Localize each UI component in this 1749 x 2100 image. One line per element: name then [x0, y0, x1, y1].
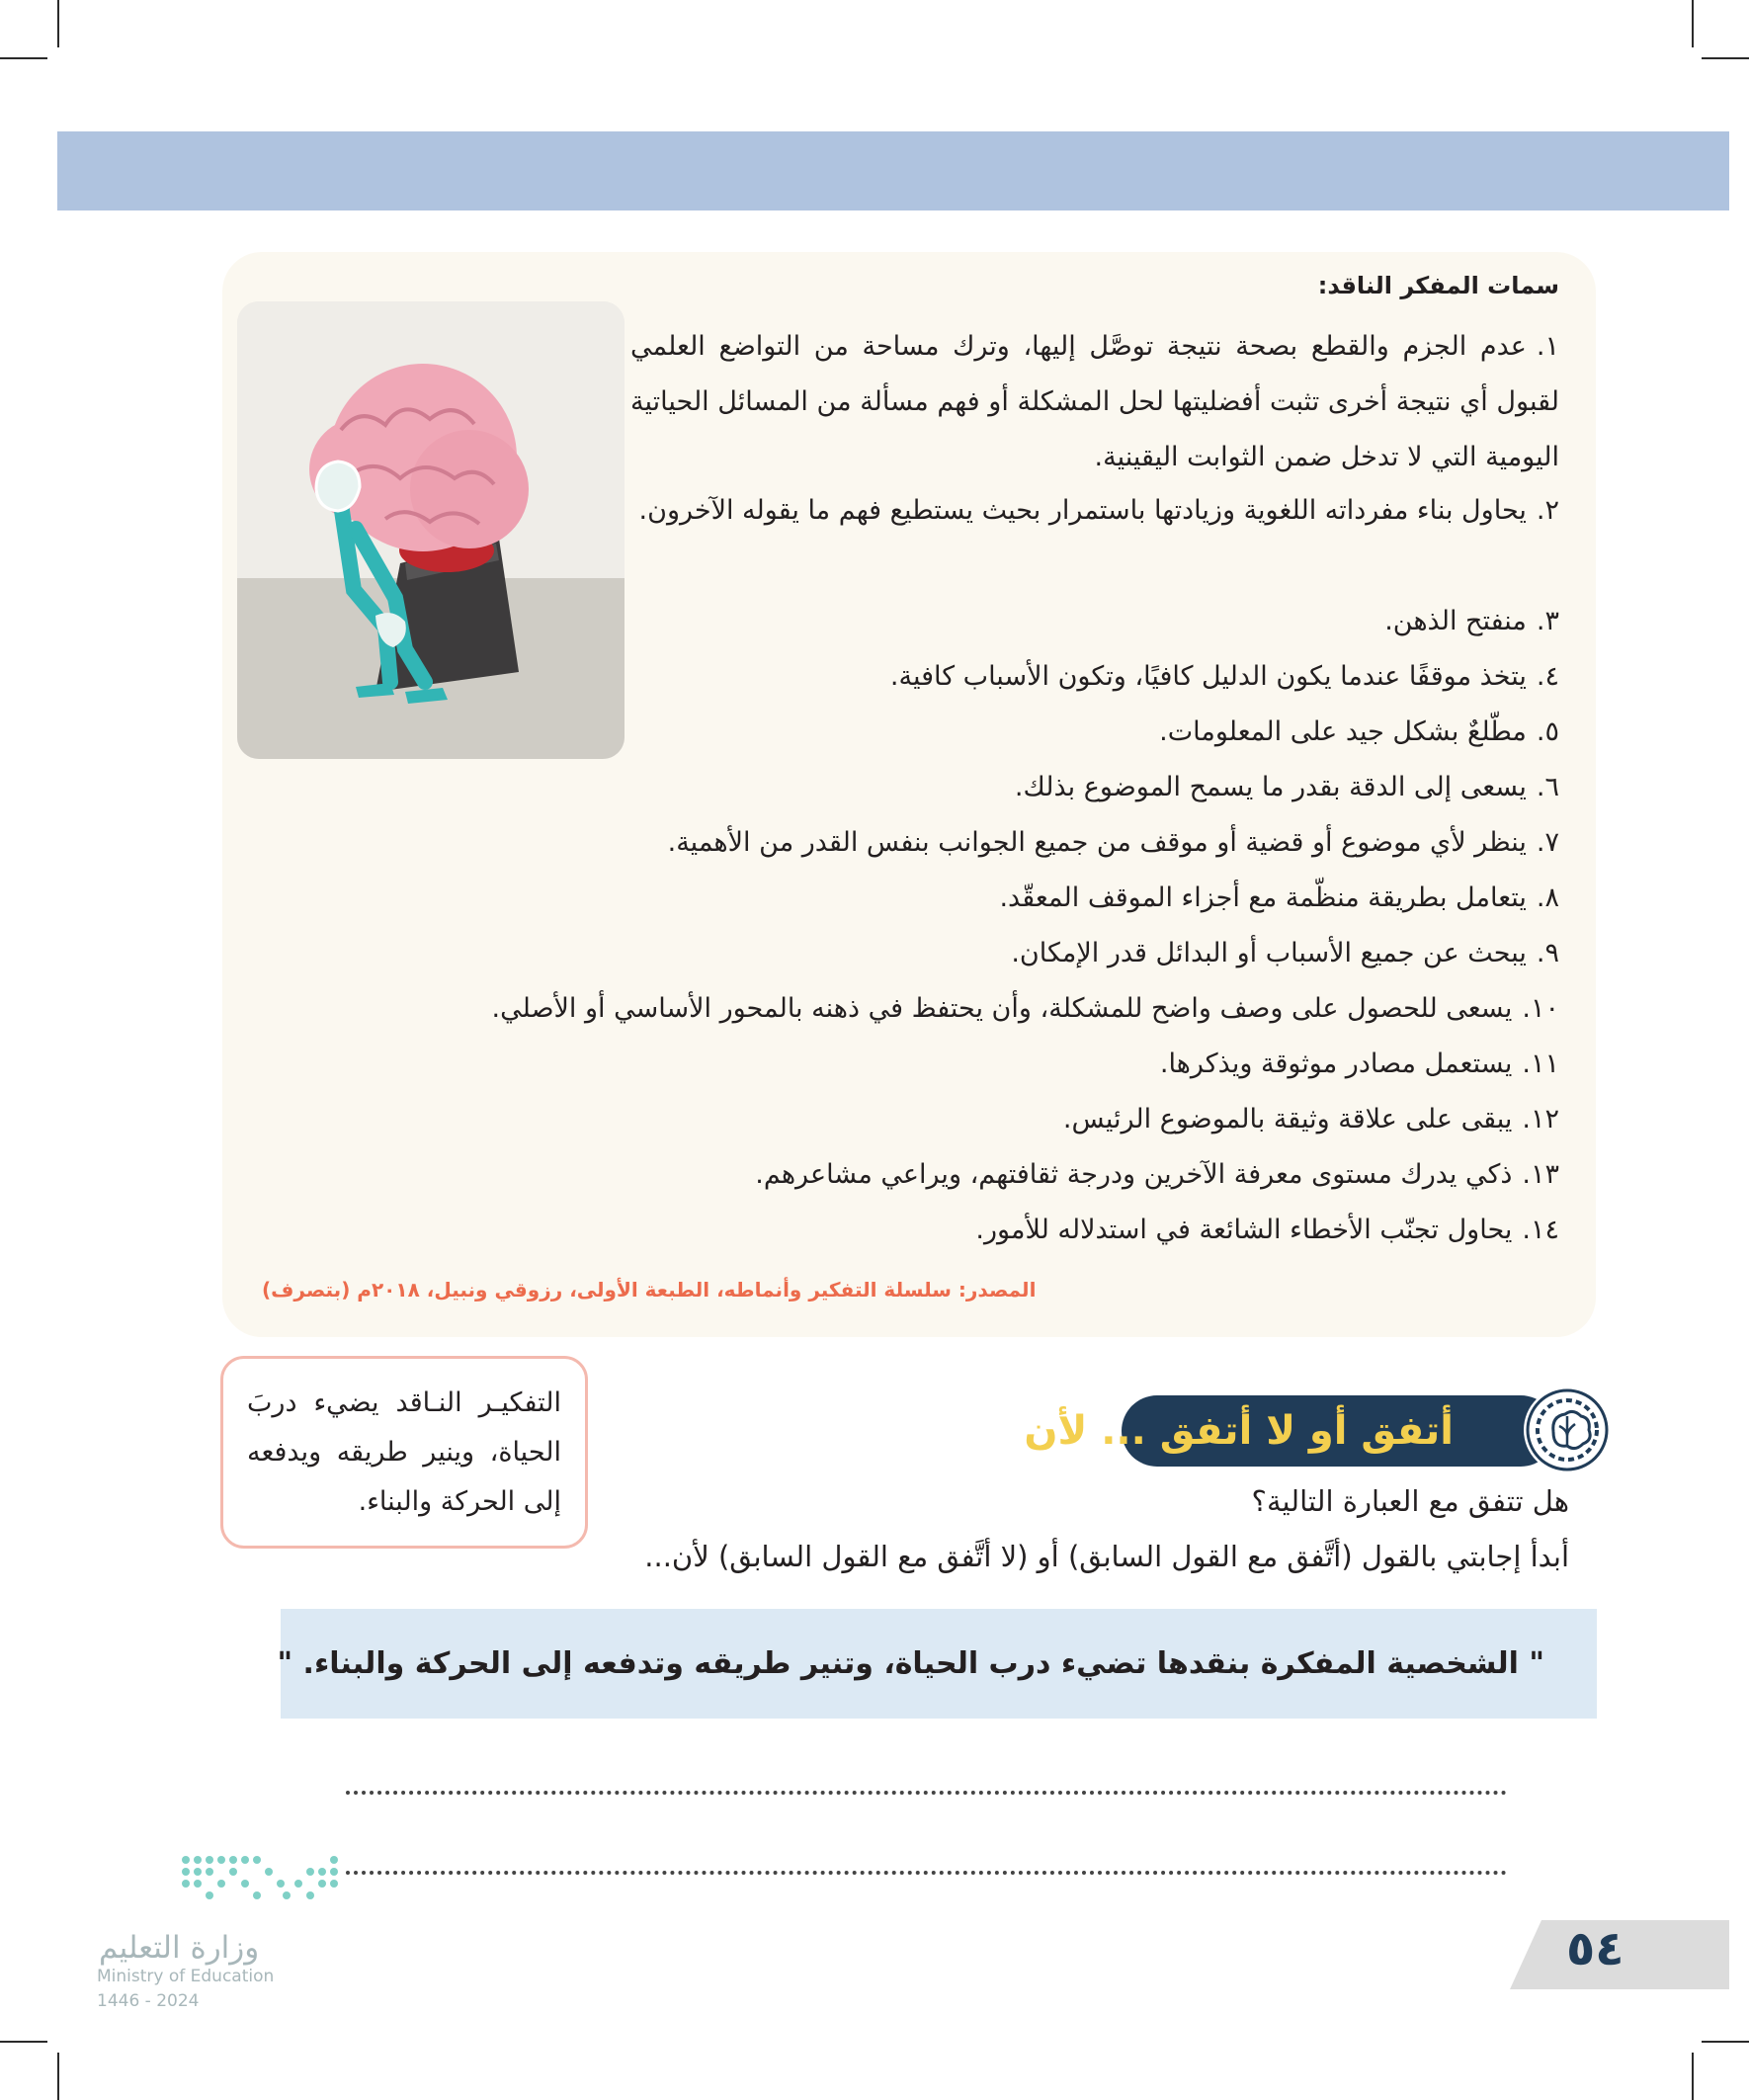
list-item — [1063, 1104, 1559, 1134]
crop-mark — [1702, 2041, 1749, 2043]
statement-text: " الشخصية المفكرة بنقدها تضيء درب الحياة، وتنير طريقه وتدفعه إلى الحركة والبناء. " — [277, 1646, 1544, 1681]
item-number: ٤. — [1536, 661, 1559, 692]
list-item — [668, 827, 1559, 858]
list-item — [1160, 1049, 1559, 1079]
item-number: ٨. — [1536, 882, 1559, 913]
item-number: ٦. — [1536, 772, 1559, 802]
item-number: ٢. — [1536, 495, 1559, 526]
list-item — [1384, 606, 1559, 636]
side-quote-text: التفكيـر النـاقد يضيء دربَ الحياة، وينير طريقه ويدفعه إلى الحركة والبناء. — [247, 1387, 561, 1517]
brain-gear-icon — [1524, 1386, 1611, 1473]
item-number: ٧. — [1536, 827, 1559, 858]
item-number: ١١. — [1522, 1049, 1559, 1079]
list-item — [630, 319, 1559, 485]
activity-title-pill — [1024, 1395, 1556, 1467]
item-text: ينظر لأي موضوع أو قضية أو موقف من جميع الجوانب بنفس القدر من الأهمية. — [667, 827, 1527, 858]
item-number: ٩. — [1536, 938, 1559, 968]
list-item — [1011, 938, 1559, 968]
header-band — [57, 131, 1729, 210]
item-text: عدم الجزم والقطع بصحة نتيجة توصَّل إليها، وترك مساحة من التواضع العلمي لقبول أي نتيجة أخرى تثبت أفضليتها لحل المشكلة أو فهم مسألة من المسائل الحياتية اليومية التي لا تدخل ضمن الثوابت اليقينية. — [630, 331, 1559, 472]
item-text: يبقى على علاقة وثيقة بالموضوع الرئيس. — [1062, 1104, 1513, 1134]
item-text: يسعى إلى الدقة بقدر ما يسمح الموضوع بذلك. — [1014, 772, 1527, 802]
activity-title: أتفق أو لا أتفق ... لأن — [1024, 1408, 1454, 1454]
list-item — [630, 483, 1559, 539]
item-text: يتخذ موقفًا عندما يكون الدليل كافيًا، وتكون الأسباب كافية. — [889, 661, 1527, 692]
list-item — [1015, 772, 1559, 802]
activity-question: هل تتفق مع العبارة التالية؟ — [1251, 1484, 1569, 1518]
ministry-name-en: Ministry of Education — [97, 1967, 275, 1986]
answer-line-2[interactable] — [346, 1871, 1507, 1875]
item-text: مطّلعٌ بشكل جيد على المعلومات. — [1159, 716, 1527, 747]
brain-illustration — [237, 301, 625, 759]
list-item — [999, 882, 1559, 913]
page-number: ٥٤ — [1566, 1921, 1624, 1976]
item-number: ٥. — [1536, 716, 1559, 747]
item-text: يحاول بناء مفرداته اللغوية وزيادتها باستمرار بحيث يستطيع فهم ما يقوله الآخرون. — [638, 495, 1527, 526]
item-number: ١٠. — [1522, 993, 1559, 1024]
item-text: منفتح الذهن. — [1384, 606, 1527, 636]
crop-mark — [0, 2041, 47, 2043]
crop-mark — [57, 0, 59, 47]
item-text: ذكي يدرك مستوى معرفة الآخرين ودرجة ثقافتهم، ويراعي مشاعرهم. — [755, 1159, 1513, 1190]
item-number: ١٢. — [1522, 1104, 1559, 1134]
crop-mark — [0, 57, 47, 59]
activity-instruction: أبدأ إجابتي بالقول (أتَّفق مع القول السابق) أو (لا أتَّفق مع القول السابق) لأن... — [644, 1540, 1569, 1573]
ministry-logo-icon — [97, 1848, 354, 1927]
item-text: يتعامل بطريقة منظّمة مع أجزاء الموقف المعقّد. — [999, 882, 1527, 913]
item-number: ١٣. — [1522, 1159, 1559, 1190]
ministry-year: 2024 - 1446 — [97, 1991, 200, 2011]
list-item — [755, 1159, 1559, 1190]
source-citation: المصدر: سلسلة التفكير وأنماطه، الطبعة الأولى، رزوقي ونبيل، ٢٠١٨م (بتصرف) — [262, 1278, 1037, 1302]
thinking-brain-icon — [237, 301, 625, 759]
item-text: يسعى للحصول على وصف واضح للمشكلة، وأن يحتفظ في ذهنه بالمحور الأساسي أو الأصلي. — [491, 993, 1513, 1024]
item-number: ١. — [1536, 331, 1559, 362]
crop-mark — [1692, 0, 1694, 47]
ministry-name-ar: وزارة التعليم — [99, 1930, 260, 1966]
crop-mark — [57, 2053, 59, 2100]
crop-mark — [1702, 57, 1749, 59]
panel-title: سمات المفكر الناقد: — [1317, 272, 1559, 299]
statement-box — [277, 1609, 1597, 1719]
item-text: يستعمل مصادر موثوقة ويذكرها. — [1159, 1049, 1513, 1079]
crop-mark — [1692, 2053, 1694, 2100]
list-item — [890, 661, 1559, 692]
side-quote-box — [220, 1356, 588, 1549]
item-number: ١٤. — [1522, 1215, 1559, 1245]
list-item — [975, 1215, 1559, 1245]
list-item — [492, 993, 1559, 1024]
critical-thinker-panel — [222, 252, 1596, 1337]
item-number: ٣. — [1536, 606, 1559, 636]
list-item — [1159, 716, 1559, 747]
item-text: يبحث عن جميع الأسباب أو البدائل قدر الإمكان. — [1011, 938, 1527, 968]
item-text: يحاول تجنّب الأخطاء الشائعة في استدلاله للأمور. — [975, 1215, 1513, 1245]
answer-line-1[interactable] — [346, 1791, 1507, 1795]
